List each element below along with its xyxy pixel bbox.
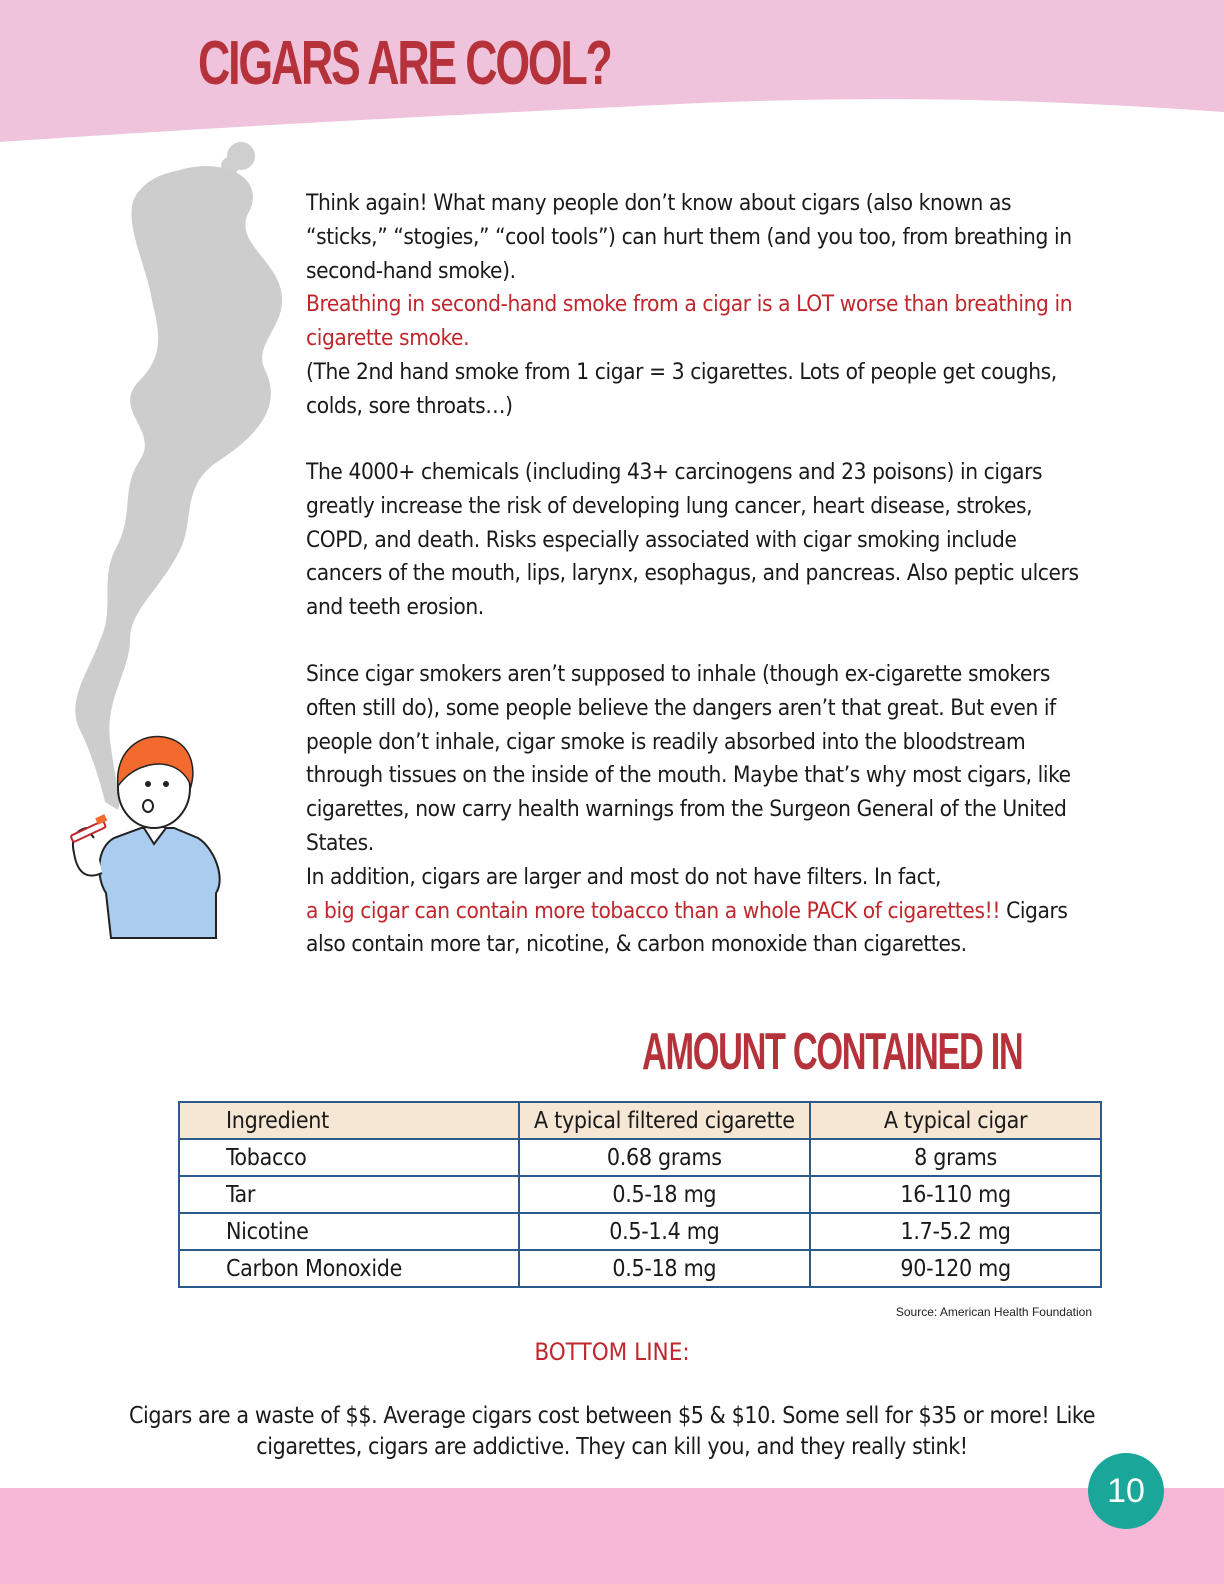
cigar-cell: 16-110 mg — [810, 1176, 1101, 1213]
table-row — [179, 1250, 1101, 1287]
bottom-line-text: Cigars are a waste of $$. Average cigars cost between $5 & $10. Some sell for $35 or more! Like cigarettes, cigars are addictive. They can kill you, and they really stink! — [128, 1403, 1096, 1460]
ingredient-cell: Carbon Monoxide — [179, 1250, 519, 1287]
smoke-illustration — [60, 140, 310, 820]
header-ingredient: Ingredient — [179, 1102, 519, 1139]
cigar-cell: 1.7-5.2 mg — [810, 1213, 1101, 1250]
tobacco-pack-warning: a big cigar can contain more tobacco than a whole PACK of cigarettes!! — [306, 897, 1001, 924]
header-band — [0, 0, 1224, 150]
secondhand-smoke-note: (The 2nd hand smoke from 1 cigar = 3 cigarettes. Lots of people get coughs, colds, sore throats…) — [306, 358, 1057, 419]
page-number-badge: 10 — [1088, 1453, 1164, 1529]
cigar-cell: 8 grams — [810, 1139, 1101, 1176]
page-title: CIGARS ARE COOL? — [198, 29, 611, 98]
cigarette-cell: 0.68 grams — [519, 1139, 811, 1176]
table-row — [179, 1139, 1101, 1176]
header-cigarette: A typical filtered cigarette — [519, 1102, 811, 1139]
table-title: AMOUNT CONTAINED IN — [642, 1023, 1023, 1081]
table-row — [179, 1176, 1101, 1213]
intro-paragraph — [306, 187, 1096, 424]
cigarette-cell: 0.5-1.4 mg — [519, 1213, 811, 1250]
cigarette-cell: 0.5-18 mg — [519, 1250, 811, 1287]
chemicals-paragraph: The 4000+ chemicals (including 43+ carcinogens and 23 poisons) in cigars greatly increase the risk of developing lung cancer, heart disease, strokes, COPD, and death. Risks especially associated with cigar smoking include cancers of the mouth, lips, larynx, esophagus, and pancreas. Also peptic ulcers and teeth erosion. — [306, 459, 1079, 621]
cigarette-cell: 0.5-18 mg — [519, 1176, 811, 1213]
inhale-text: Since cigar smokers aren’t supposed to inhale (though ex-cigarette smokers often still do), some people believe the dangers aren’t that great. But even if people don’t inhale, cigar smoke is readily absorbed into the bloodstream through tissues on the inside of the mouth. Maybe that’s why most cigars, like cigarettes, now carry health warnings from the Surgeon General of the United States. — [306, 661, 1071, 856]
boy-smoking-illustration — [66, 728, 236, 958]
header-cigar: A typical cigar — [810, 1102, 1101, 1139]
bottom-line-heading: BOTTOM LINE: — [534, 1338, 690, 1366]
footer-band — [0, 1488, 1224, 1584]
closing-text: Cigars also contain more tar, nicotine, & carbon monoxide than cigarettes. — [306, 897, 1068, 958]
table-header-row — [179, 1102, 1101, 1139]
addition-text: In addition, cigars are larger and most do not have filters. In fact, — [306, 863, 941, 890]
ingredient-cell: Tobacco — [179, 1139, 519, 1176]
amount-contained-table — [178, 1101, 1102, 1288]
table-row — [179, 1213, 1101, 1250]
cigar-cell: 90-120 mg — [810, 1250, 1101, 1287]
intro-text: Think again! What many people don’t know about cigars (also known as “sticks,” “stogies,” “cool tools”) can hurt them (and you too, from breathing in second-hand smoke). — [306, 190, 1072, 284]
inhale-paragraph — [306, 658, 1096, 962]
ingredient-cell: Nicotine — [179, 1213, 519, 1250]
ingredient-cell: Tar — [179, 1176, 519, 1213]
secondhand-smoke-warning: Breathing in second-hand smoke from a cigar is a LOT worse than breathing in cigarette smoke. — [306, 291, 1073, 352]
table-source: Source: American Health Foundation — [895, 1305, 1092, 1319]
